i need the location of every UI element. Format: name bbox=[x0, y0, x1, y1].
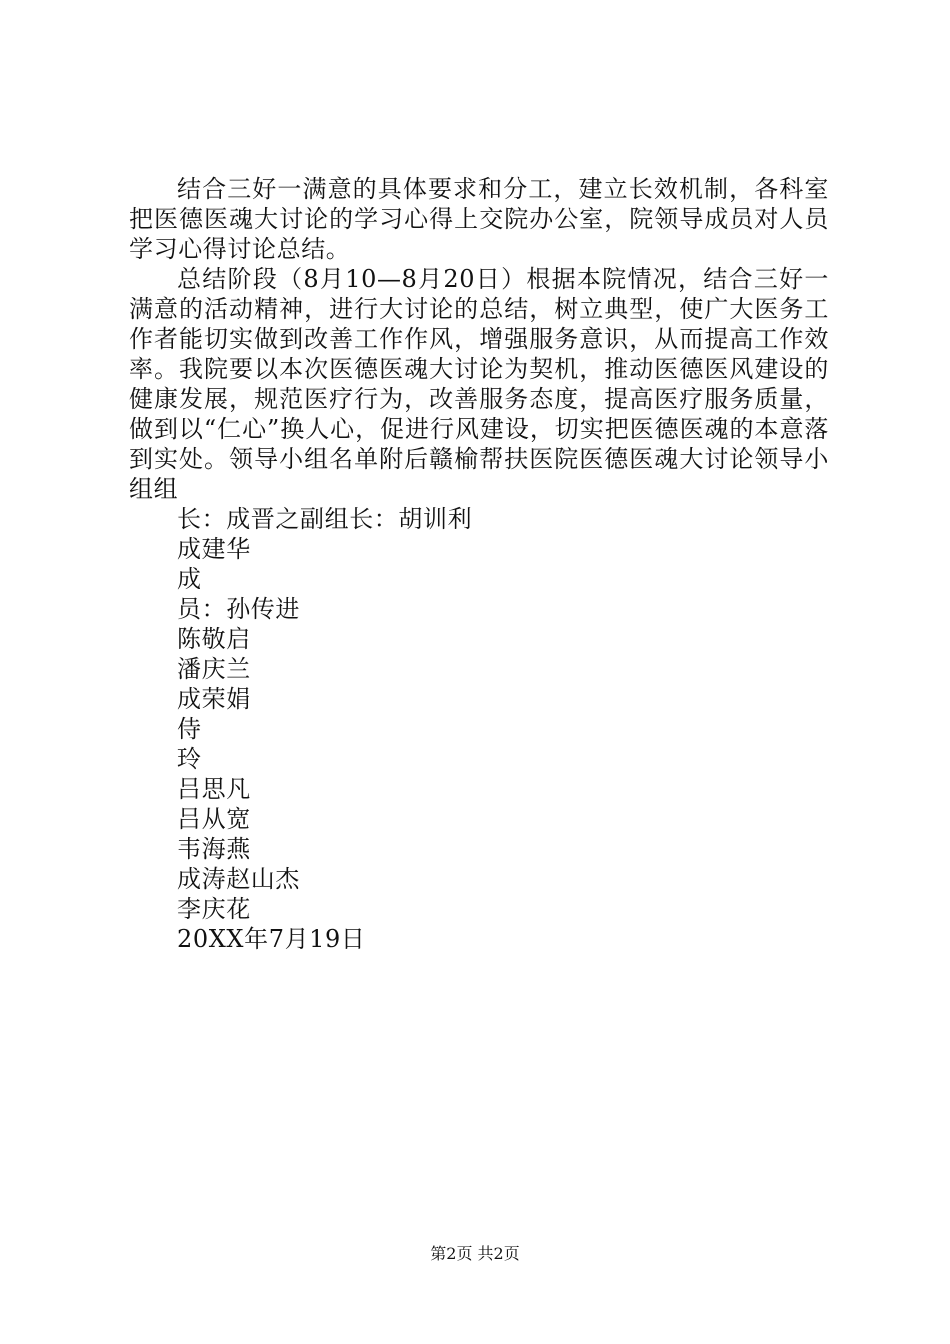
name-line: 韦海燕 bbox=[177, 835, 251, 863]
page-number-footer: 第2页 共2页 bbox=[430, 1244, 520, 1263]
paragraph-summary-stage: 总结阶段（8月10—8月20日）根据本院情况，结合三好一满意的活动精神，进行大讨论的总结，树立典型，使广大医务工作者能切实做到改善工作作风，增强服务意识，从而提高工作效率。我院要以本次医德医魂大讨论为契机，推动医德医风建设的健康发展，规范医疗行为，改善服务态度，提高医疗服务质量，做到以“仁心”换人心，促进行风建设，切实把医德医魂的本意落到实处。领导小组名单附后赣榆帮扶医院医德医魂大讨论领导小组组 bbox=[129, 265, 829, 503]
name-line: 成涛赵山杰 bbox=[177, 865, 300, 893]
paragraph-summary-mechanism: 结合三好一满意的具体要求和分工，建立长效机制，各科室把医德医魂大讨论的学习心得上交院办公室，院领导成员对人员学习心得讨论总结。 bbox=[129, 175, 829, 263]
name-line: 玲 bbox=[177, 745, 202, 773]
name-line: 成建华 bbox=[177, 535, 251, 563]
name-line: 吕思凡 bbox=[177, 775, 251, 803]
name-line: 吕从宽 bbox=[177, 805, 251, 833]
name-line: 陈敬启 bbox=[177, 625, 251, 653]
name-line: 侍 bbox=[177, 715, 202, 743]
document-body bbox=[129, 174, 829, 954]
name-line: 成荣娟 bbox=[177, 685, 251, 713]
document-date: 20XX年7月19日 bbox=[177, 925, 366, 953]
name-line: 潘庆兰 bbox=[177, 655, 251, 683]
leader-line: 长：成晋之副组长：胡训利 bbox=[177, 505, 473, 533]
name-line: 李庆花 bbox=[177, 895, 251, 923]
member-line: 员：孙传进 bbox=[177, 595, 300, 623]
member-label-line: 成 bbox=[177, 565, 202, 593]
